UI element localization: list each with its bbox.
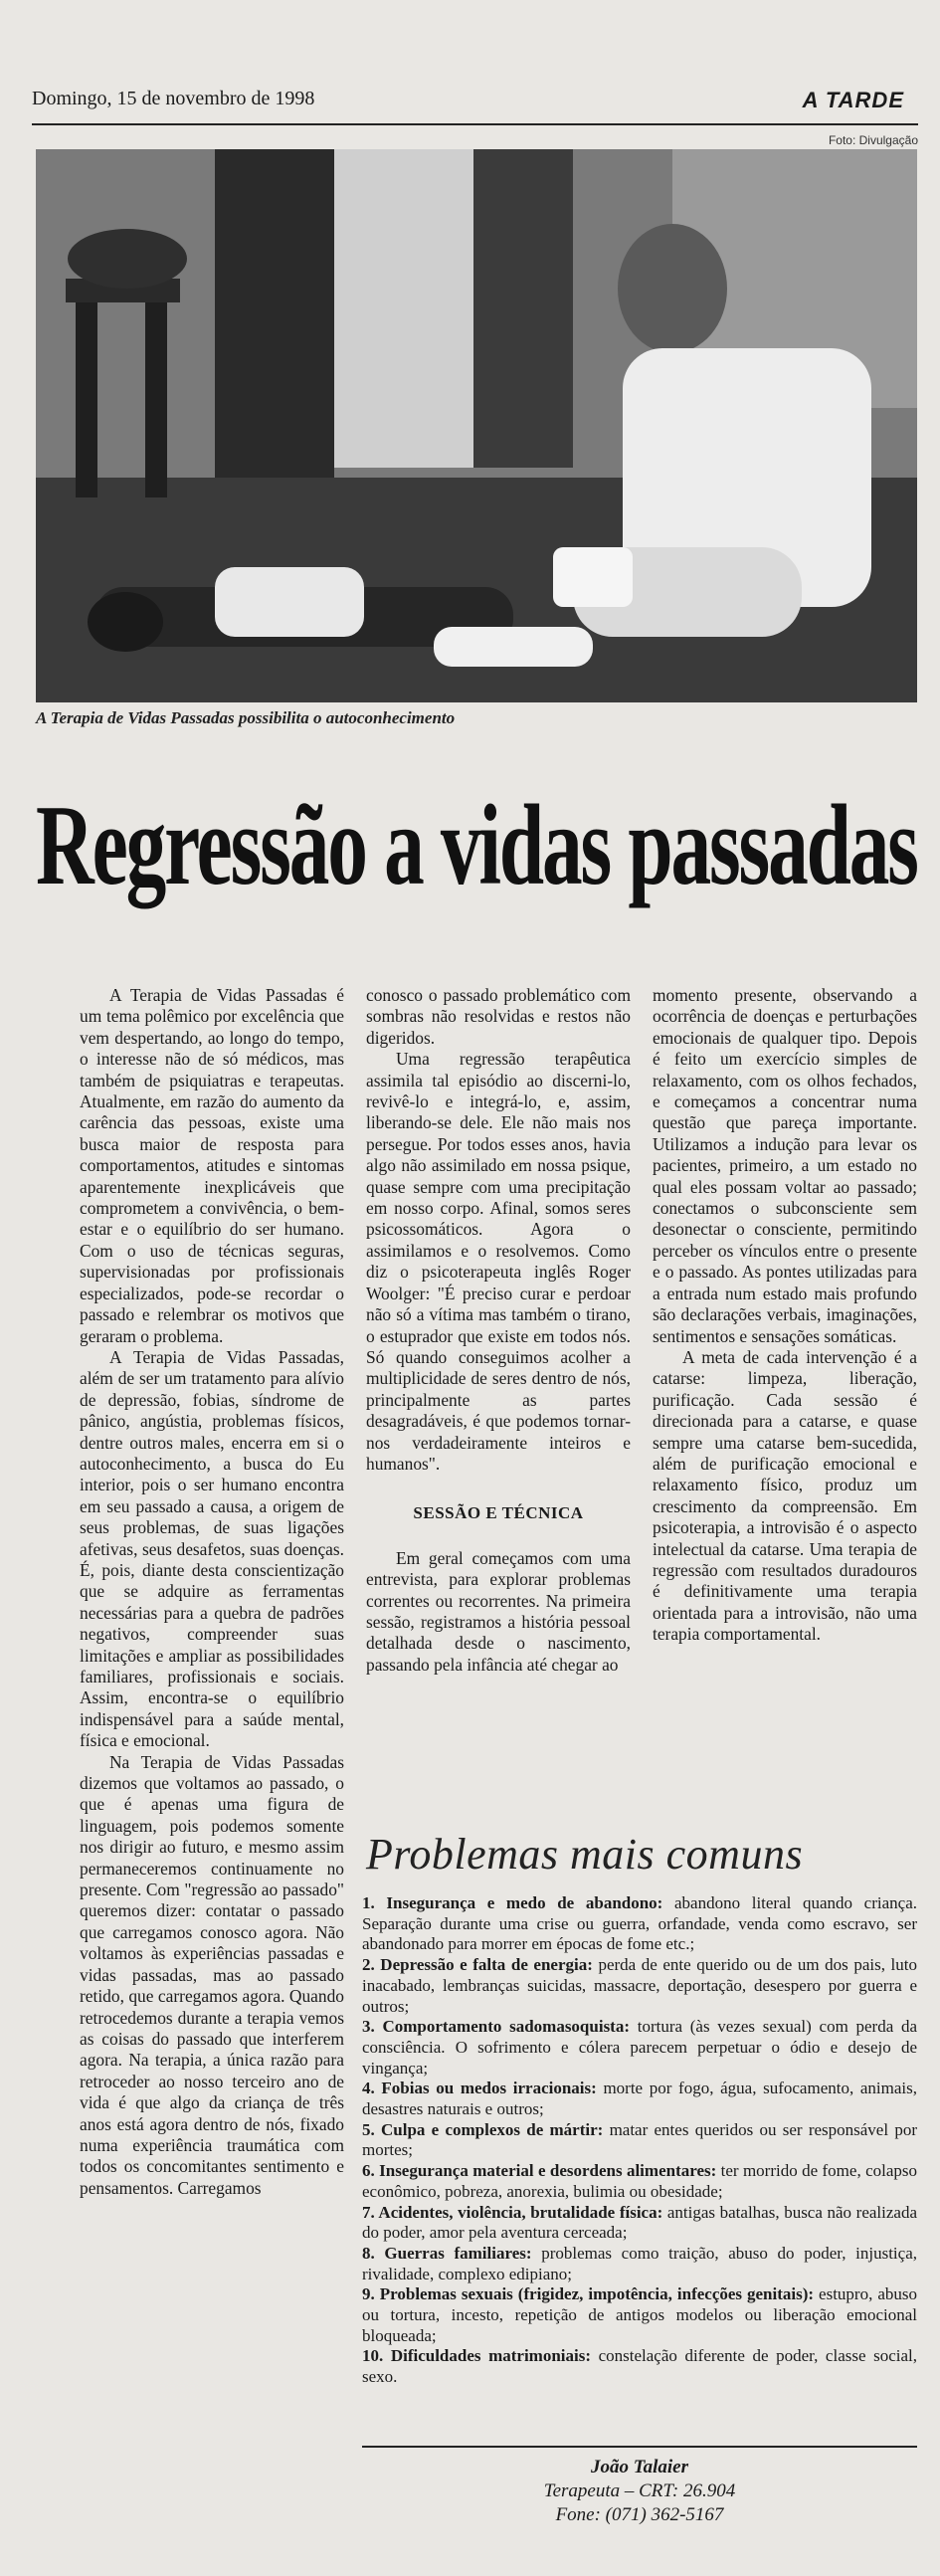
- problem-label: 10. Dificuldades matrimoniais:: [362, 2346, 592, 2366]
- problem-label: 2. Depressão e falta de energia:: [362, 1955, 593, 1975]
- problem-label: 6. Insegurança material e desordens alimentares:: [362, 2161, 717, 2181]
- newspaper-name: A TARDE: [802, 88, 904, 112]
- problem-text: morte por fogo, água, sufocamento, animais, desastres naturais e outros;: [362, 2079, 917, 2119]
- problems-title: Problemas mais comuns: [366, 1830, 804, 1879]
- paragraph: momento presente, observando a ocorrência de doenças e perturbações emocionais de qualquer tipo. Depois é feito um exercício simples de relaxamento, com os olhos fechados, e começamos a concentrar numa questão que pareça importante. Utilizamos a indução para levar os pacientes, primeiro, a um estado no qual eles possam voltar ao passado; conectamos o subconsciente sem desonectar o consciente, permitindo perceber os vínculos entre o presente e o passado. As pontes utilizadas para a entrada num estado mais profundo são declarações verbais, imaginações, sentimentos e sensações somáticas.: [653, 985, 917, 1346]
- problem-label: 5. Culpa e complexos de mártir:: [362, 2119, 604, 2139]
- problem-item: [362, 2203, 917, 2244]
- problem-label: 1. Insegurança e medo de abandono:: [362, 1893, 663, 1912]
- problem-text: tortura (às vezes sexual) com perda da consciência. O sofrimento e cólera parecem perpetuar o ódio e desejo de vingança;: [362, 2017, 918, 2078]
- problem-label: 7. Acidentes, violência, brutalidade física:: [362, 2202, 663, 2222]
- paragraph: Na Terapia de Vidas Passadas dizemos que voltamos ao passado, o que é apenas uma figura de linguagem, pois podemos somente nos dirigir ao futuro, e mesmo assim permaneceremos continuamente no presente. Com "regressão ao passado" queremos dizer: contatar o passado que carregamos conosco agora. Não voltamos às experiências passadas e vidas passadas, mas ao passado retido, que carregamos agora. Quando retrocedemos durante a terapia vemos as coisas do passado que interferem agora. Na terapia, a única razão para retroceder ao nosso terceiro ano de vida é que algo da criança de três anos está agora dentro de nós, fixado numa experiência traumática com todos os concomitantes sentimento e pensamentos. Carregamos: [80, 1751, 344, 2198]
- author-signature: [362, 2456, 917, 2527]
- paragraph: Em geral começamos com uma entrevista, para explorar problemas correntes ou recorrentes. Na primeira sessão, registramos a história pessoal detalhada desde o nascimento, passando pela infância até chegar ao: [366, 1547, 631, 1675]
- problem-item: [362, 2017, 917, 2079]
- column-3: [653, 985, 917, 1646]
- problem-item: [362, 1955, 917, 2017]
- photo-illustration: [36, 149, 917, 702]
- problem-item: [362, 2079, 917, 2119]
- publication-date: Domingo, 15 de novembro de 1998: [32, 88, 315, 109]
- problem-text: perda de ente querido ou de um dos pais, luto inacabado, lembranças suicidas, massacre, deportação, desespero por guerra e outros;: [362, 1955, 917, 2016]
- problem-text: ter morrido de fome, colapso econômico, pobreza, anorexia, bulimia ou obesidade;: [362, 2161, 917, 2201]
- signature-divider: [362, 2446, 917, 2448]
- paragraph: A Terapia de Vidas Passadas, além de ser um tratamento para alívio de depressão, fobias, síndrome de pânico, angústia, problemas físicos, dentre outros males, encerra em si o autoconhecimento, a busca do Eu interior, pois o ser humano encontra em seu passado a causa, a origem de seus problemas, de suas ligações afetivas, seus desafetos, suas doenças. É, pois, diante desta conscientização que se adquire as ferramentas necessárias para a quebra de padrões negativos, compreender suas limitações e ampliar as possibilidades familiares, profissionais e sociais. Assim, encontra-se o equilíbrio indispensável para a saúde mental, física e emocional.: [80, 1346, 344, 1751]
- problems-box: [362, 1829, 917, 2388]
- problem-text: problemas como traição, abuso do poder, injustiça, rivalidade, complexo edipiano;: [362, 2243, 917, 2283]
- problem-label: 8. Guerras familiares:: [362, 2243, 532, 2263]
- problem-text: abandono literal quando criança. Separação durante uma crise ou guerra, orfandade, venda como escravo, ser abandonado para morrer em épocas de fome etc.;: [362, 1893, 917, 1954]
- author-name: João Talaier: [591, 2457, 688, 2477]
- section-subhead: SESSÃO E TÉCNICA: [413, 1503, 584, 1523]
- problems-list: [362, 1893, 917, 2388]
- problem-text: matar entes queridos ou ser responsável por mortes;: [362, 2119, 917, 2160]
- photo-caption: A Terapia de Vidas Passadas possibilita o autoconhecimento: [36, 708, 456, 727]
- problem-item: [362, 2161, 917, 2202]
- author-role: Terapeuta – CRT: 26.904: [543, 2480, 736, 2501]
- page-header: [32, 84, 918, 125]
- photo-credit: Foto: Divulgação: [828, 133, 918, 147]
- problem-label: 9. Problemas sexuais (frigidez, impotência, infecções genitais):: [362, 2284, 815, 2304]
- article-photo: [36, 149, 917, 702]
- problem-item: [362, 2120, 917, 2161]
- paragraph: conosco o passado problemático com sombras não resolvidas e restos não digeridos.: [366, 985, 631, 1048]
- problem-item: [362, 1893, 917, 1955]
- problem-item: [362, 2244, 917, 2284]
- problem-label: 4. Fobias ou medos irracionais:: [362, 2079, 597, 2098]
- article-headline: Regressão a vidas passadas: [36, 782, 917, 909]
- problem-text: estupro, abuso ou tortura, incesto, repetição de antigos modelos ou liberação emocional bloqueada;: [362, 2284, 917, 2345]
- column-2: [366, 985, 631, 1676]
- problem-label: 3. Comportamento sadomasoquista:: [362, 2017, 631, 2037]
- problem-item: [362, 2284, 917, 2346]
- problem-text: antigas batalhas, busca não realizada do poder, amor pela aventura cerceada;: [362, 2202, 918, 2243]
- author-phone: Fone: (071) 362-5167: [555, 2504, 724, 2525]
- problem-text: constelação diferente de poder, classe social, sexo.: [362, 2346, 917, 2387]
- paragraph: A Terapia de Vidas Passadas é um tema polêmico por excelência que vem despertando, ao longo do tempo, o interesse não de só médicos, mas também de psiquiatras e terapeutas. Atualmente, em razão do aumento da carência das pessoas, existe uma busca maior de resposta para comportamentos, atitudes e sintomas aparentemente inexplicáveis que comprometem a convivência, o bem-estar e o equilíbrio do ser humano. Com o uso de técnicas seguras, supervisionadas por profissionais especializados, pode-se recordar o passado e relembrar os motivos que geraram o problema.: [80, 985, 344, 1346]
- paragraph: Uma regressão terapêutica assimila tal episódio ao discerni-lo, revivê-lo e integrá-lo, e, assim, liberando-se dele. Ele não mais nos persegue. Por todos esses anos, havia algo não assimilado em nossa psique, quase sempre com uma precipitação em nosso corpo. Afinal, somos seres psicossomáticos. Agora o assimilamos e o resolvemos. Como diz o psicoterapeuta inglês Roger Woolger: "É preciso curar e perdoar não só a vítima mas também o tirano, o estuprador que existe em todos nós. Só quando conseguimos acolher a multiplicidade de seres dentro de nós, principalmente as partes desagradáveis, é que podemos tornar-nos verdadeiramente inteiros e humanos".: [366, 1049, 631, 1474]
- paragraph: A meta de cada intervenção é a catarse: limpeza, liberação, purificação. Cada sessão é direcionada para a catarse, e quase sempre uma catarse bem-sucedida, além de purificação emocional e relaxamento físico, produz um crescimento da compreensão. Em psicoterapia, a introvisão é o aspecto intelectual da catarse. Uma terapia de regressão com resultados duradouros é definitivamente uma terapia orientada para a introvisão, não uma terapia comportamental.: [653, 1346, 917, 1645]
- problem-item: [362, 2346, 917, 2387]
- column-1: [80, 985, 344, 2199]
